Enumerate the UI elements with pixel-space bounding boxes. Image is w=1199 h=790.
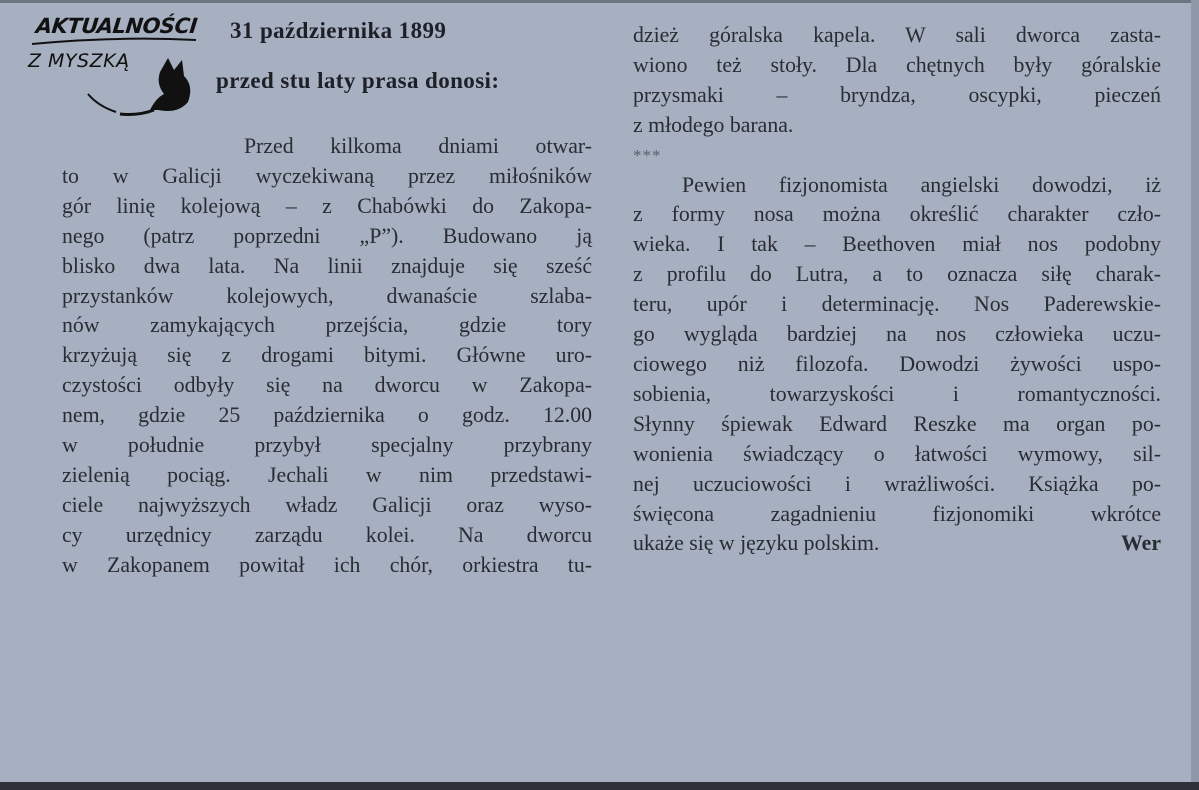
text-line: wiono też stoły. Dla chętnych były góralskie [633,52,1161,77]
text-line: sobienia, towarzyskości i romantyczności. [633,381,1161,406]
text-line: blisko dwa lata. Na linii znajduje się sześć [62,253,592,278]
text-line: z formy nosa można określić charakter czło- [633,202,1161,227]
text-line: nego (patrz poprzedni „P”). Budowano ją [62,223,592,248]
text-line: święcona zagadnieniu fizjonomiki wkrótce [633,501,1161,526]
bottom-edge [0,782,1199,790]
column-right [633,21,1161,559]
text-line: nej uczuciowości i wrażliwości. Książka po- [633,471,1161,496]
closing-line [633,529,1161,559]
text-line: przysmaki – bryndza, oscypki, pieczeń [633,82,1161,107]
text-line: teru, upór i determinację. Nos Paderewskie- [633,292,1161,317]
text-line: ukaże się w języku polskim. [633,531,880,556]
text-line: Pewien fizjonomista angielski dowodzi, iż [682,172,1161,197]
column-left [62,132,592,581]
logo-subtitle: Z MYSZKĄ [28,50,130,72]
text-line: czystości odbyły się na dworcu w Zakopa- [62,373,592,398]
text-line: przystanków kolejowych, dwanaście szlaba- [62,283,592,308]
text-line: nem, gdzie 25 października o godz. 12.00 [62,403,592,428]
text-line: Słynny śpiewak Edward Reszke ma organ po- [633,411,1161,436]
text-line: w Zakopanem powitał ich chór, orkiestra tu- [62,552,592,577]
text-line: Przed kilkoma dniami otwar- [244,134,592,158]
article-subtitle: przed stu laty prasa donosi: [216,68,500,93]
logo-title: AKTUALNOŚCI [34,14,199,38]
right-edge [1191,0,1199,790]
text-line: ciele najwyższych władz Galicji oraz wyso- [62,492,592,517]
text-line: z profilu do Lutra, a to oznacza siłę charak- [633,262,1161,287]
text-line: nów zamykających przejścia, gdzie tory [62,313,592,338]
text-line: ciowego niż filozofa. Dowodzi żywości uspo- [633,351,1161,376]
top-border [0,0,1199,3]
text-line: z młodego barana. [633,112,794,137]
logo [28,14,228,126]
article-date: 31 października 1899 [230,18,447,43]
text-line: wieka. I tak – Beethoven miał nos podobny [633,232,1161,257]
author-signature: Wer [1121,531,1161,556]
text-line: wonienia świadczący o łatwości wymowy, sil- [633,441,1161,466]
section-separator: *** [633,145,662,165]
text-line: to w Galicji wyczekiwaną przez miłośników [62,163,592,188]
text-line: w południe przybył specjalny przybrany [62,433,592,458]
text-line: krzyżują się z drogami bitymi. Główne uro- [62,343,592,368]
text-line: gór linię kolejową – z Chabówki do Zakopa- [62,193,592,218]
text-line: dzież góralska kapela. W sali dworca zasta- [633,23,1161,47]
text-line: go wygląda bardziej na nos człowieka uczu- [633,322,1161,347]
text-line: zielenią pociąg. Jechali w nim przedstawi- [62,462,592,487]
text-line: cy urzędnicy zarządu kolei. Na dworcu [62,522,592,547]
